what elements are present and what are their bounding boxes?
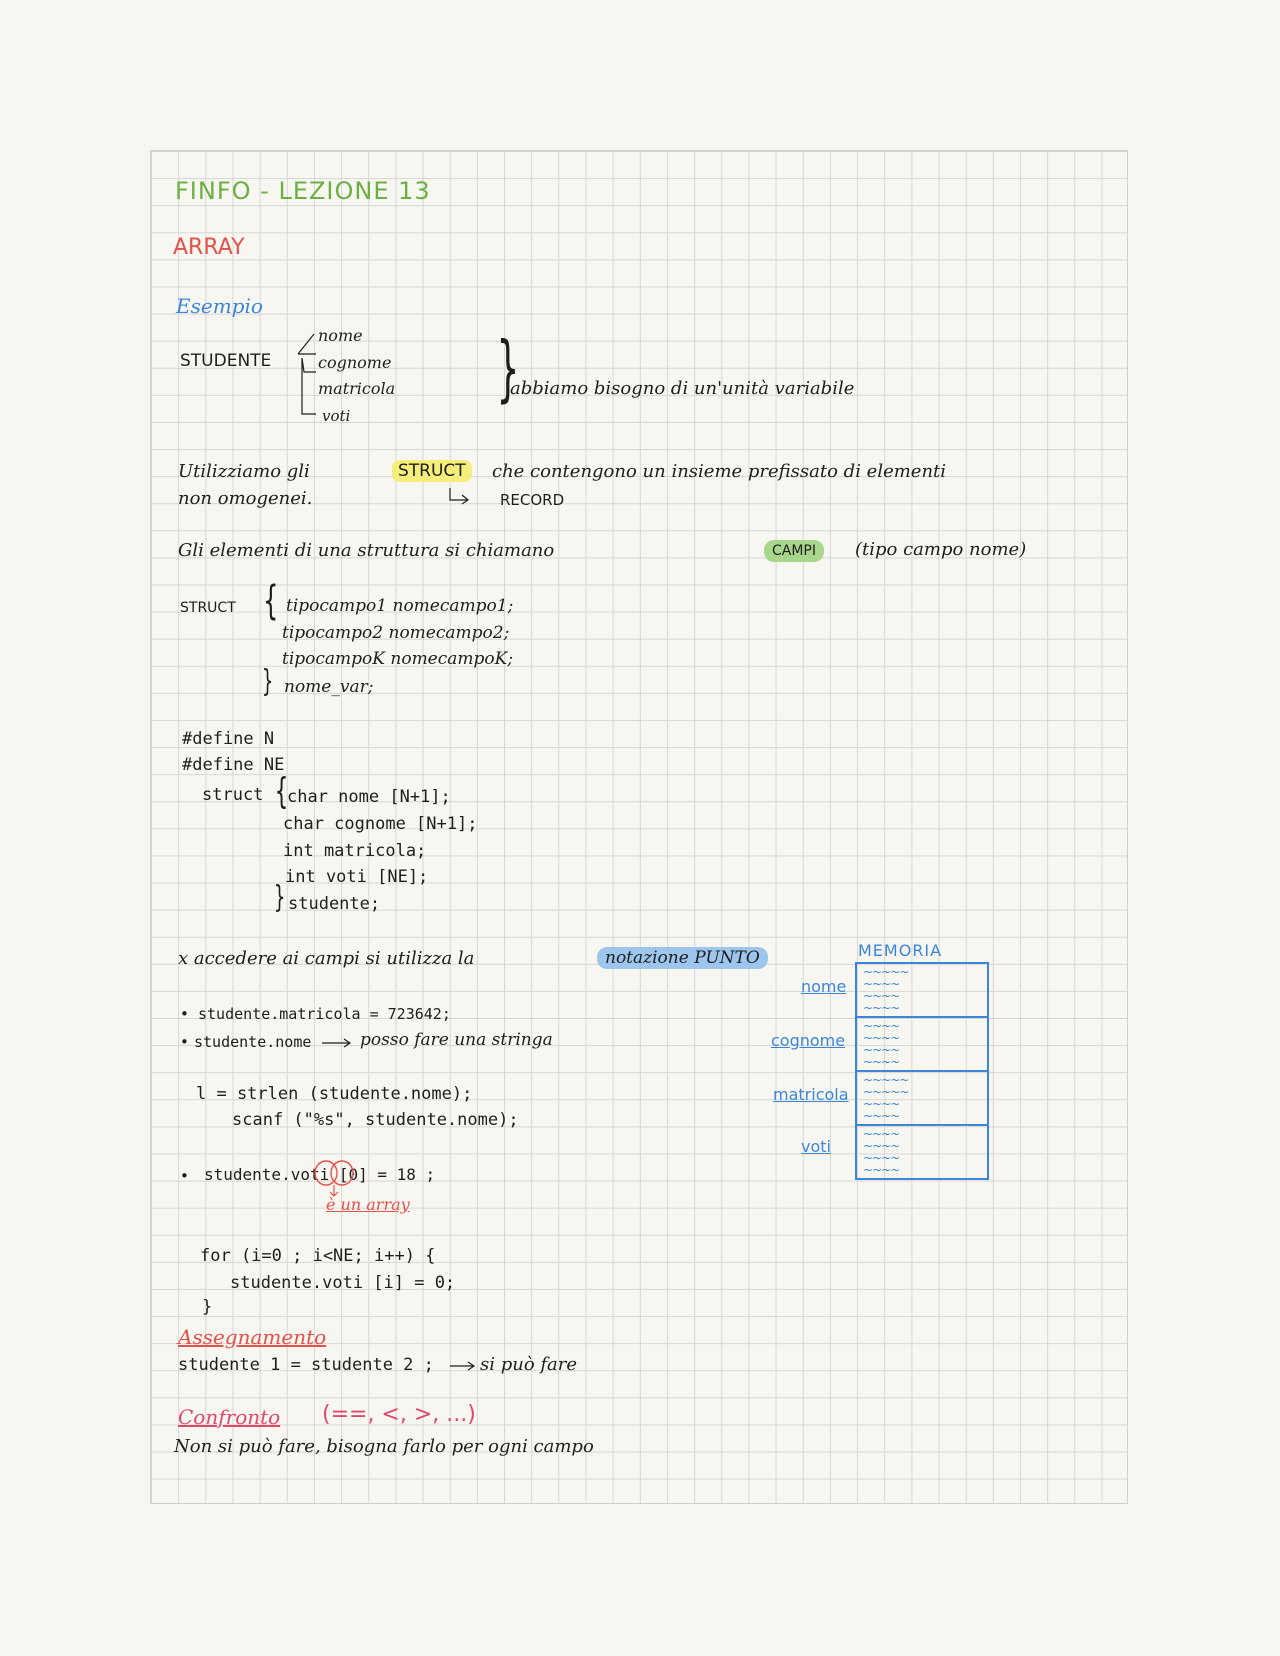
memory-diagram [855, 962, 989, 1180]
memory-label-cognome: cognome [771, 1031, 846, 1050]
code-char-nome: char nome [N+1]; [287, 787, 451, 807]
memory-label-matricola: matricola [773, 1085, 849, 1104]
generic-line-1: tipocampo1 nomecampo1; [286, 596, 514, 616]
code-open-brace: { [274, 771, 289, 812]
bullet-1: studente.matricola = 723642; [198, 1005, 451, 1023]
record-alias: RECORD [500, 491, 565, 509]
bullet-3-dot: • [180, 1167, 189, 1185]
loop-header: for (i=0 ; i<NE; i++) { [200, 1246, 436, 1266]
field-matricola: matricola [318, 379, 396, 398]
field-voti: voti [322, 407, 351, 425]
fields-intro: Gli elementi di una struttura si chiamano [178, 540, 555, 561]
access-text: x accedere ai campi si utilizza la [178, 948, 475, 969]
code-struct: struct [202, 785, 264, 805]
bullet-2-dot: • [180, 1033, 189, 1051]
comparison-heading: Confronto [178, 1405, 281, 1429]
code-int-matricola: int matricola; [283, 841, 427, 861]
memory-label-voti: voti [801, 1137, 831, 1156]
arrow-right-icon [322, 1037, 354, 1049]
assignment-heading: Assegnamento [178, 1325, 327, 1349]
struct-intro-b: che contengono un insieme prefissato di elementi [492, 461, 947, 482]
memory-cell-matricola: ~~~~~ ~~~~~ ~~~~ ~~~~ [857, 1072, 987, 1126]
generic-line-3: tipocampoK nomecampoK; [282, 649, 514, 669]
right-brace: } [496, 326, 520, 410]
loop-body: studente.voti [i] = 0; [230, 1273, 456, 1293]
code-scanf: scanf ("%s", studente.nome); [232, 1110, 519, 1130]
field-nome: nome [318, 326, 363, 345]
bullet-3: studente.voti [0] = 18 ; [204, 1165, 436, 1184]
code-studente: studente; [288, 894, 381, 914]
memory-title: MEMORIA [858, 941, 943, 960]
memory-cell-nome: ~~~~~ ~~~~ ~~~~ ~~~~ [857, 964, 987, 1018]
page-title: FINFO - LEZIONE 13 [175, 177, 431, 205]
code-close-brace: } [273, 880, 286, 915]
memory-cell-voti: ~~~~ ~~~~ ~~~~ ~~~~ [863, 1127, 900, 1177]
struct-intro-line2: non omogenei. [178, 488, 313, 509]
section-heading-array: ARRAY [173, 235, 245, 260]
bullet-2-note: posso fare una stringa [360, 1030, 553, 1050]
memory-cell-cognome: ~~~~ ~~~~ ~~~~ ~~~~ [857, 1018, 987, 1072]
generic-line-4: nome_var; [284, 677, 374, 697]
code-char-cognome: char cognome [N+1]; [283, 814, 478, 834]
code-define-ne: #define NE [182, 755, 285, 775]
bullet-2: studente.nome [194, 1033, 312, 1051]
assignment-note: si può fare [480, 1354, 578, 1375]
code-strlen: l = strlen (studente.nome); [196, 1084, 473, 1104]
open-brace: { [263, 578, 279, 624]
keyword-struct: STRUCT [392, 460, 472, 482]
code-int-voti: int voti [NE]; [285, 867, 429, 887]
generic-struct-label: STRUCT [180, 600, 236, 616]
comparison-ops: (==, <, >, ...) [322, 1402, 476, 1427]
generic-line-2: tipocampo2 nomecampo2; [282, 623, 510, 643]
assignment-code: studente 1 = studente 2 ; [178, 1355, 434, 1375]
example-heading: Esempio [176, 294, 263, 318]
code-define-n: #define N [182, 729, 275, 749]
arrow-icon [448, 488, 470, 504]
close-brace: } [261, 664, 274, 699]
example-note: abbiamo bisogno di un'unità variabile [510, 378, 855, 399]
arrow-icon-2 [450, 1360, 478, 1372]
keyword-notazione-punto: notazione PUNTO [597, 947, 768, 969]
bullet-1-dot: • [180, 1005, 189, 1023]
memory-label-nome: nome [801, 977, 847, 996]
field-cognome: cognome [318, 353, 392, 372]
keyword-campi: CAMPI [764, 540, 824, 562]
comparison-text: Non si può fare, bisogna farlo per ogni campo [174, 1436, 594, 1457]
entity-studente: STUDENTE [180, 351, 272, 371]
array-note: è un array [326, 1195, 410, 1214]
loop-close: } [202, 1297, 213, 1317]
struct-intro-a: Utilizziamo gli [178, 461, 310, 482]
fields-paren: (tipo campo nome) [855, 539, 1027, 560]
